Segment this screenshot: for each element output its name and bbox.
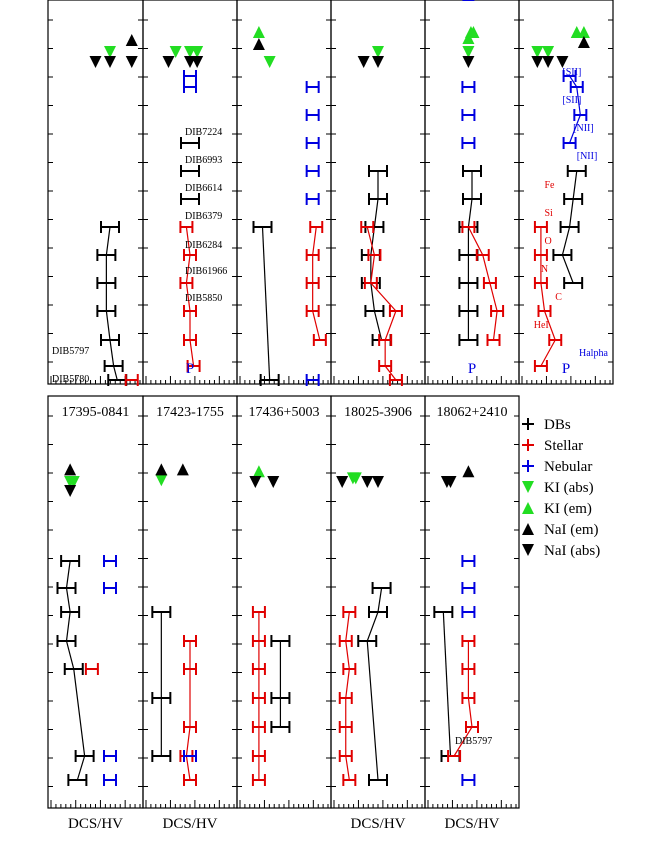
nai-em-marker: [126, 34, 138, 46]
dib-label: DIB6379: [185, 211, 223, 222]
panel-title: 17395-0841: [61, 405, 130, 420]
nai-abs-marker: [90, 56, 102, 68]
element-label: Si: [544, 208, 553, 219]
nebular-errorbar: [104, 774, 116, 786]
panel-title: 17423-1755: [156, 405, 224, 420]
panel-frame: [237, 396, 331, 808]
legend-label: NaI (em): [544, 522, 599, 538]
panel-title: 18062+2410: [436, 405, 508, 420]
stellar-errorbar: [86, 663, 98, 675]
ki-em-marker: [253, 465, 265, 477]
dib-label: DIB6993: [185, 155, 223, 166]
x-axis-label: DCS/HV: [444, 816, 500, 832]
nai-abs-marker: [126, 56, 138, 68]
stellar-connector: [186, 641, 190, 780]
dib-label: DIB5850: [185, 293, 223, 304]
legend-label: Nebular: [544, 459, 593, 475]
nebular-errorbar: [462, 137, 474, 149]
db-connector: [443, 612, 450, 756]
p-marker-label: P: [561, 361, 571, 377]
nebular-errorbar: [184, 750, 196, 762]
nai-abs-marker: [531, 56, 543, 68]
element-label: C: [555, 292, 562, 303]
legend-label: DBs: [544, 417, 571, 433]
nebular-errorbar: [184, 81, 196, 93]
element-label: Fe: [544, 180, 555, 191]
nai-abs-marker: [336, 476, 348, 488]
nai-abs-marker: [267, 476, 279, 488]
nai-abs-marker: [372, 476, 384, 488]
p-marker-label: P: [185, 361, 195, 377]
nebular-label: [SII]: [562, 95, 582, 106]
dib-label: DIB5797: [455, 736, 493, 747]
db-errorbar: [181, 165, 199, 177]
nebular-errorbar: [462, 109, 474, 121]
legend-label: Stellar: [544, 438, 584, 454]
nai-abs-marker: [358, 56, 370, 68]
panel-title: 18025-3906: [344, 405, 412, 420]
nebular-errorbar: [307, 193, 319, 205]
nebular-errorbar: [307, 137, 319, 149]
legend-marker: [522, 481, 534, 493]
panel-title: 17436+5003: [248, 405, 320, 420]
halpha-label: Halpha: [579, 348, 608, 359]
db-connector: [263, 227, 270, 380]
nebular-label: [NII]: [576, 151, 598, 162]
nebular-label: [SII]: [562, 67, 582, 78]
nai-em-marker: [253, 38, 265, 50]
element-label: HeI: [533, 320, 549, 331]
dib-label: DIB6614: [185, 183, 223, 194]
db-errorbar: [181, 137, 199, 149]
legend-marker: [522, 523, 534, 535]
ki-abs-marker: [155, 474, 167, 486]
dib-label: DIB7224: [185, 127, 223, 138]
nai-abs-marker: [104, 56, 116, 68]
nai-abs-marker: [462, 56, 474, 68]
nebular-label: [NII]: [573, 123, 594, 134]
dib-label: DIB61966: [185, 266, 228, 277]
dib-label: DIB5797: [52, 346, 90, 357]
db-errorbar: [181, 193, 199, 205]
nebular-errorbar: [104, 750, 116, 762]
nai-em-marker: [64, 463, 76, 475]
nai-abs-marker: [372, 56, 384, 68]
panel-frame: [331, 396, 425, 808]
nebular-errorbar: [184, 70, 196, 82]
nai-em-marker: [462, 465, 474, 477]
nebular-errorbar: [462, 81, 474, 93]
nebular-errorbar: [307, 109, 319, 121]
element-label: N: [540, 264, 549, 275]
nebular-errorbar: [462, 606, 474, 618]
legend-label: KI (em): [544, 501, 592, 517]
x-axis-label: DCS/HV: [350, 816, 406, 832]
nai-abs-marker: [249, 476, 261, 488]
nebular-errorbar: [307, 81, 319, 93]
stellar-connector: [346, 612, 350, 780]
nebular-errorbar: [462, 555, 474, 567]
legend-marker: [522, 502, 534, 514]
nebular-errorbar: [104, 582, 116, 594]
nebular-errorbar: [462, 774, 474, 786]
ki-abs-marker: [264, 56, 276, 68]
ki-em-marker: [253, 26, 265, 38]
nebular-errorbar: [307, 165, 319, 177]
dib-label: DIB6284: [185, 240, 223, 251]
p-marker-label: P: [467, 361, 477, 377]
element-label: O: [544, 236, 552, 247]
dib-label: DIB5780: [52, 374, 90, 385]
nai-em-marker: [177, 463, 189, 475]
stellar-connector: [541, 227, 555, 366]
nai-em-marker: [155, 463, 167, 475]
nai-abs-marker: [163, 56, 175, 68]
panel-frame: [143, 396, 237, 808]
x-axis-label: DCS/HV: [162, 816, 218, 832]
legend-label: NaI (abs): [544, 543, 601, 559]
nebular-errorbar: [462, 582, 474, 594]
nai-abs-marker: [361, 476, 373, 488]
x-axis-label: DCS/HV: [67, 816, 124, 832]
panel-frame: [48, 396, 143, 808]
nebular-errorbar: [104, 555, 116, 567]
legend-marker: [522, 544, 534, 556]
legend-label: KI (abs): [544, 480, 594, 496]
nai-abs-marker: [542, 56, 554, 68]
nai-abs-marker: [64, 485, 76, 497]
